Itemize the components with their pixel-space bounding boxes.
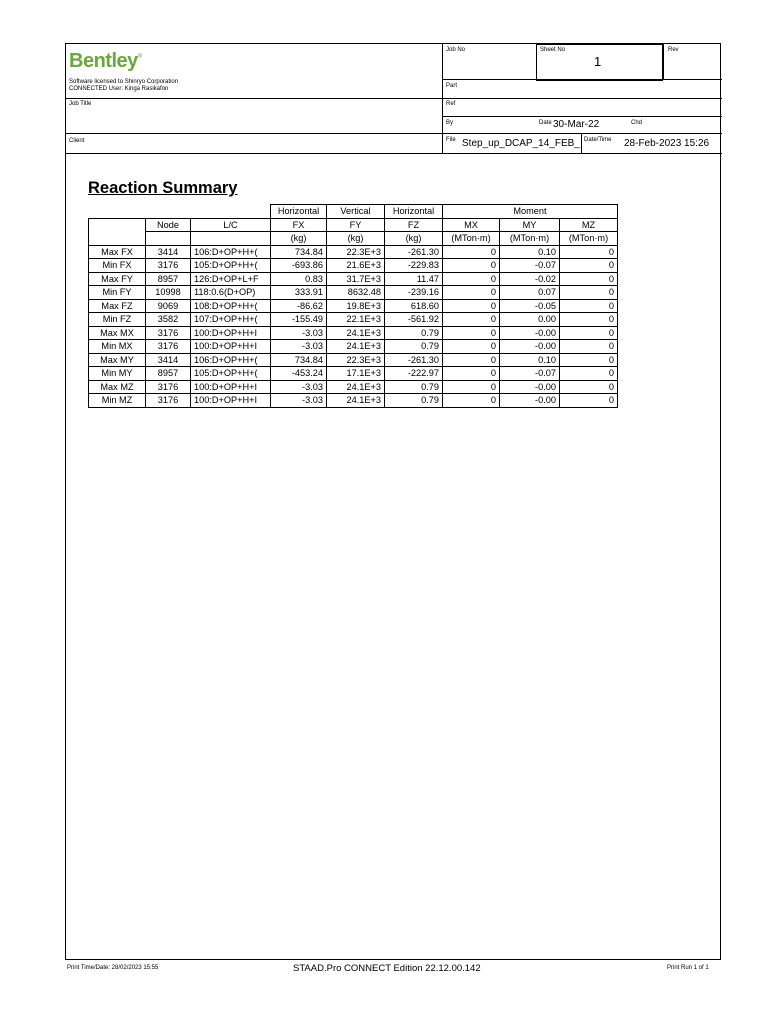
cell-label: Max MZ bbox=[89, 380, 146, 394]
cell-my: -0.00 bbox=[500, 326, 560, 340]
cell-label: Max MY bbox=[89, 353, 146, 367]
cell-mz: 0 bbox=[560, 286, 618, 300]
cell-fz: 0.79 bbox=[385, 380, 443, 394]
cell-my: 0.10 bbox=[500, 353, 560, 367]
cell-label: Min FZ bbox=[89, 313, 146, 327]
unit-mz: (MTon·m) bbox=[560, 232, 618, 246]
sheet-no-label: Sheet No bbox=[540, 47, 566, 53]
col-fx: FX bbox=[271, 218, 327, 232]
date-value: 30-Mar-22 bbox=[553, 119, 600, 130]
cell-fz: -229.83 bbox=[385, 259, 443, 273]
cell-fx: -453.24 bbox=[271, 367, 327, 381]
unit-fx: (kg) bbox=[271, 232, 327, 246]
cell-mx: 0 bbox=[443, 367, 500, 381]
cell-label: Max FX bbox=[89, 245, 146, 259]
cell-fx: -86.62 bbox=[271, 299, 327, 313]
edition-text: STAAD.Pro CONNECT Edition 22.12.00.142 bbox=[293, 963, 481, 974]
job-title-label: Job Title bbox=[69, 101, 92, 107]
report-title: Reaction Summary bbox=[88, 179, 238, 197]
cell-label: Min MY bbox=[89, 367, 146, 381]
cell-fx: -3.03 bbox=[271, 394, 327, 408]
cell-lc: 106:D+OP+H+( bbox=[191, 353, 271, 367]
cell-fx: 0.83 bbox=[271, 272, 327, 286]
datetime-label: Date/Time bbox=[584, 137, 612, 143]
cell-node: 3582 bbox=[146, 313, 191, 327]
cell-node: 3176 bbox=[146, 259, 191, 273]
cell-mz: 0 bbox=[560, 326, 618, 340]
cell-mx: 0 bbox=[443, 259, 500, 273]
header-blank bbox=[146, 205, 191, 219]
license-line-2: CONNECTED User: Kinga Rasikafon bbox=[69, 86, 169, 92]
cell-fx: 734.84 bbox=[271, 245, 327, 259]
print-time: Print Time/Date: 28/02/2023 15:55 bbox=[67, 965, 159, 971]
unit-fy: (kg) bbox=[327, 232, 385, 246]
unit-my: (MTon·m) bbox=[500, 232, 560, 246]
by-label: By bbox=[446, 120, 454, 126]
cell-lc: 100:D+OP+H+I bbox=[191, 394, 271, 408]
cell-my: -0.07 bbox=[500, 259, 560, 273]
reaction-summary-table bbox=[88, 204, 618, 408]
cell-fy: 21.6E+3 bbox=[327, 259, 385, 273]
cell-lc: 126:D+OP+L+F bbox=[191, 272, 271, 286]
cell-lc: 118:0.6(D+OP) bbox=[191, 286, 271, 300]
cell-my: 0.07 bbox=[500, 286, 560, 300]
col-mx: MX bbox=[443, 218, 500, 232]
table-row bbox=[89, 313, 618, 327]
col-my: MY bbox=[500, 218, 560, 232]
group-moment: Moment bbox=[443, 205, 618, 219]
table-row bbox=[89, 367, 618, 381]
cell-label: Min MZ bbox=[89, 394, 146, 408]
sheet-no-value: 1 bbox=[594, 54, 602, 69]
file-value: Step_up_DCAP_14_FEB_ bbox=[462, 138, 580, 149]
cell-mx: 0 bbox=[443, 394, 500, 408]
cell-fx: -155.49 bbox=[271, 313, 327, 327]
unit-blank bbox=[191, 232, 271, 246]
cell-node: 9069 bbox=[146, 299, 191, 313]
table-row bbox=[89, 245, 618, 259]
client-label: Client bbox=[69, 138, 85, 144]
cell-fy: 24.1E+3 bbox=[327, 340, 385, 354]
cell-mz: 0 bbox=[560, 394, 618, 408]
header-rule bbox=[442, 116, 722, 117]
cell-fy: 22.3E+3 bbox=[327, 353, 385, 367]
cell-my: -0.00 bbox=[500, 340, 560, 354]
cell-fy: 17.1E+3 bbox=[327, 367, 385, 381]
cell-lc: 106:D+OP+H+( bbox=[191, 245, 271, 259]
unit-blank bbox=[146, 232, 191, 246]
col-mz: MZ bbox=[560, 218, 618, 232]
group-vertical-fy: Vertical bbox=[327, 205, 385, 219]
cell-fz: -222.97 bbox=[385, 367, 443, 381]
table-row bbox=[89, 299, 618, 313]
unit-fz: (kg) bbox=[385, 232, 443, 246]
col-label-blank bbox=[89, 218, 146, 245]
header-rule bbox=[66, 133, 722, 134]
table-body bbox=[89, 245, 618, 407]
job-no-label: Job No bbox=[446, 47, 466, 53]
cell-fx: -3.03 bbox=[271, 380, 327, 394]
cell-fy: 22.3E+3 bbox=[327, 245, 385, 259]
header-divider-file bbox=[581, 133, 582, 153]
cell-label: Min FY bbox=[89, 286, 146, 300]
cell-fz: 618.60 bbox=[385, 299, 443, 313]
cell-mz: 0 bbox=[560, 380, 618, 394]
cell-my: 0.00 bbox=[500, 313, 560, 327]
part-label: Part bbox=[446, 83, 458, 89]
group-horizontal-fz: Horizontal bbox=[385, 205, 443, 219]
cell-my: -0.00 bbox=[500, 380, 560, 394]
cell-mz: 0 bbox=[560, 313, 618, 327]
cell-node: 8957 bbox=[146, 272, 191, 286]
cell-fz: 0.79 bbox=[385, 340, 443, 354]
header-rule bbox=[66, 98, 722, 99]
cell-fy: 22.1E+3 bbox=[327, 313, 385, 327]
col-node: Node bbox=[146, 218, 191, 232]
table-row bbox=[89, 326, 618, 340]
cell-fz: 11.47 bbox=[385, 272, 443, 286]
cell-fz: -261.30 bbox=[385, 353, 443, 367]
table-row bbox=[89, 380, 618, 394]
header-blank bbox=[89, 205, 146, 219]
header-divider-rev bbox=[663, 44, 664, 80]
cell-fy: 24.1E+3 bbox=[327, 326, 385, 340]
cell-label: Min MX bbox=[89, 340, 146, 354]
cell-lc: 107:D+OP+H+( bbox=[191, 313, 271, 327]
cell-label: Max FY bbox=[89, 272, 146, 286]
report-sheet bbox=[65, 43, 721, 960]
ref-label: Ref bbox=[446, 101, 456, 107]
group-horizontal-fx: Horizontal bbox=[271, 205, 327, 219]
cell-fy: 19.8E+3 bbox=[327, 299, 385, 313]
cell-node: 3414 bbox=[146, 353, 191, 367]
cell-my: -0.00 bbox=[500, 394, 560, 408]
cell-fy: 24.1E+3 bbox=[327, 394, 385, 408]
cell-fz: -561.92 bbox=[385, 313, 443, 327]
datetime-value: 28-Feb-2023 15:26 bbox=[624, 138, 710, 149]
cell-fx: 734.84 bbox=[271, 353, 327, 367]
cell-mx: 0 bbox=[443, 245, 500, 259]
cell-lc: 108:D+OP+H+( bbox=[191, 299, 271, 313]
cell-fy: 8632.48 bbox=[327, 286, 385, 300]
unit-mx: (MTon·m) bbox=[443, 232, 500, 246]
cell-fz: 0.79 bbox=[385, 326, 443, 340]
cell-mx: 0 bbox=[443, 326, 500, 340]
cell-lc: 100:D+OP+H+I bbox=[191, 340, 271, 354]
cell-my: -0.05 bbox=[500, 299, 560, 313]
table-row bbox=[89, 286, 618, 300]
cell-lc: 100:D+OP+H+I bbox=[191, 326, 271, 340]
table-row bbox=[89, 272, 618, 286]
cell-fx: -693.86 bbox=[271, 259, 327, 273]
cell-mz: 0 bbox=[560, 353, 618, 367]
bentley-logo: Bentley® bbox=[69, 50, 142, 72]
table-row bbox=[89, 340, 618, 354]
cell-mx: 0 bbox=[443, 313, 500, 327]
cell-fz: -261.30 bbox=[385, 245, 443, 259]
cell-mz: 0 bbox=[560, 340, 618, 354]
cell-mx: 0 bbox=[443, 286, 500, 300]
cell-mx: 0 bbox=[443, 380, 500, 394]
units-row bbox=[89, 232, 618, 246]
cell-node: 3414 bbox=[146, 245, 191, 259]
cell-my: -0.07 bbox=[500, 367, 560, 381]
table-row bbox=[89, 259, 618, 273]
cell-node: 10998 bbox=[146, 286, 191, 300]
column-header-row bbox=[89, 218, 618, 232]
chd-label: Chd bbox=[631, 120, 643, 126]
cell-mx: 0 bbox=[443, 299, 500, 313]
cell-fz: -239.16 bbox=[385, 286, 443, 300]
cell-fx: -3.03 bbox=[271, 326, 327, 340]
cell-node: 3176 bbox=[146, 394, 191, 408]
cell-fx: 333.91 bbox=[271, 286, 327, 300]
cell-my: -0.02 bbox=[500, 272, 560, 286]
cell-label: Max MX bbox=[89, 326, 146, 340]
cell-node: 3176 bbox=[146, 340, 191, 354]
cell-lc: 105:D+OP+H+( bbox=[191, 367, 271, 381]
file-label: File bbox=[446, 137, 456, 143]
rev-label: Rev bbox=[668, 47, 679, 53]
license-line-1: Software licensed to Shinryo Corporation bbox=[69, 79, 179, 85]
cell-lc: 105:D+OP+H+( bbox=[191, 259, 271, 273]
cell-mz: 0 bbox=[560, 272, 618, 286]
cell-mx: 0 bbox=[443, 353, 500, 367]
col-fy: FY bbox=[327, 218, 385, 232]
cell-fx: -3.03 bbox=[271, 340, 327, 354]
print-run: Print Run 1 of 1 bbox=[667, 965, 709, 971]
header-divider-vertical bbox=[442, 44, 443, 154]
header-blank bbox=[191, 205, 271, 219]
cell-node: 8957 bbox=[146, 367, 191, 381]
col-lc: L/C bbox=[191, 218, 271, 232]
group-header-row bbox=[89, 205, 618, 219]
cell-mx: 0 bbox=[443, 340, 500, 354]
cell-node: 3176 bbox=[146, 326, 191, 340]
cell-fy: 24.1E+3 bbox=[327, 380, 385, 394]
cell-fy: 31.7E+3 bbox=[327, 272, 385, 286]
cell-mz: 0 bbox=[560, 245, 618, 259]
cell-fz: 0.79 bbox=[385, 394, 443, 408]
cell-mz: 0 bbox=[560, 259, 618, 273]
cell-label: Max FZ bbox=[89, 299, 146, 313]
cell-label: Min FX bbox=[89, 259, 146, 273]
header-rule bbox=[66, 153, 722, 154]
cell-mz: 0 bbox=[560, 299, 618, 313]
cell-lc: 100:D+OP+H+I bbox=[191, 380, 271, 394]
cell-my: 0.10 bbox=[500, 245, 560, 259]
cell-node: 3176 bbox=[146, 380, 191, 394]
date-label: Date bbox=[539, 120, 552, 126]
col-fz: FZ bbox=[385, 218, 443, 232]
table-row bbox=[89, 394, 618, 408]
table-row bbox=[89, 353, 618, 367]
cell-mz: 0 bbox=[560, 367, 618, 381]
cell-mx: 0 bbox=[443, 272, 500, 286]
